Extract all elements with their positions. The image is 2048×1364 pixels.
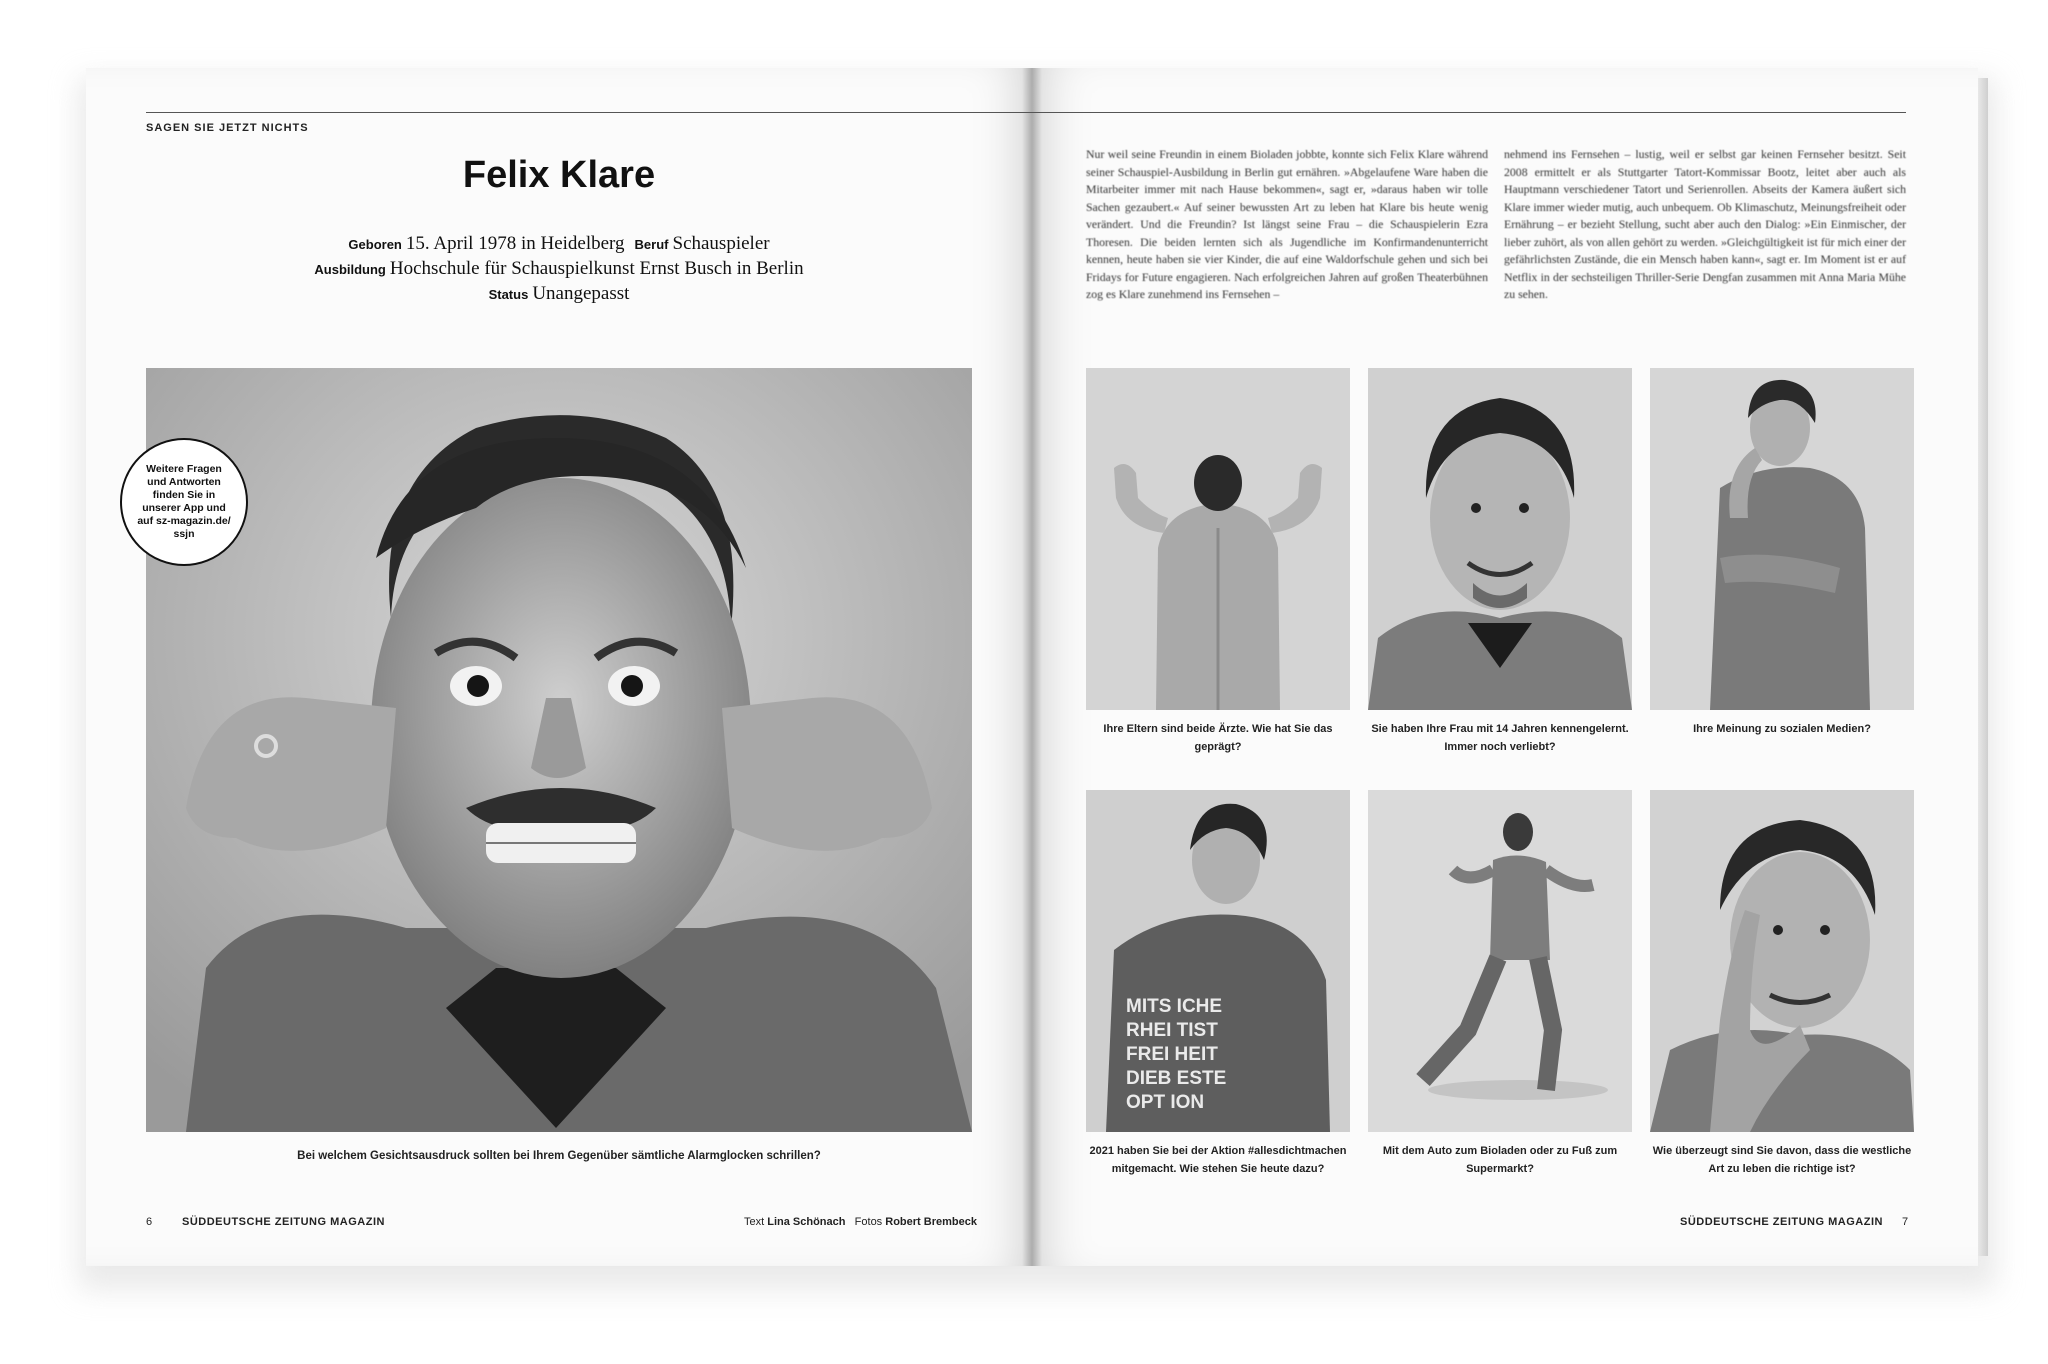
photo-back-flex [1086, 368, 1350, 710]
page-number-right: 7 [1902, 1216, 1909, 1228]
page-number-left: 6 [146, 1216, 153, 1228]
credits [744, 1216, 977, 1228]
jacket-line-5: OPT ION [1126, 1092, 1205, 1113]
fact-label-job: Beruf [634, 237, 669, 252]
page-title: Felix Klare [462, 154, 656, 196]
fact-label-born: Geboren [348, 237, 402, 252]
photo-smiling-portrait [1368, 368, 1632, 710]
hero-portrait-photo [146, 368, 972, 1132]
photo-jacket-back [1086, 790, 1350, 1132]
magazine-name-left: SÜDDEUTSCHE ZEITUNG MAGAZIN [182, 1216, 385, 1228]
grid-caption-5: Mit dem Auto zum Bioladen oder zu Fuß zum Supermarkt? [1382, 1145, 1618, 1175]
grid-caption-6: Wie überzeugt sind Sie davon, dass die westliche Art zu leben die richtige ist? [1652, 1145, 1912, 1175]
photo-dancing-pose [1368, 790, 1632, 1132]
photo-credit-label: Fotos [854, 1216, 883, 1228]
jacket-line-2: RHEI TIST [1126, 1020, 1218, 1041]
fact-value-education: Hochschule für Schauspielkunst Ernst Busch in Berlin [389, 258, 804, 279]
fact-value-status: Unangepasst [532, 283, 630, 304]
photo-credit-author: Robert Brembeck [885, 1216, 977, 1228]
header-rule [146, 112, 1906, 113]
gutter-fold [1022, 68, 1042, 1266]
fact-label-education: Ausbildung [314, 262, 386, 277]
text-credit-label: Text [744, 1216, 765, 1228]
page-edge [1978, 78, 1988, 1256]
grid-caption-4: 2021 haben Sie bei der Aktion #allesdichtmachen mitgemacht. Wie stehen Sie heute dazu? [1089, 1145, 1347, 1175]
badge-text: Weitere Fragen und Antworten finden Sie in unserer App und auf sz-magazin.de/ ssjn [137, 463, 231, 540]
fact-label-status: Status [488, 287, 529, 302]
magazine-name-right: SÜDDEUTSCHE ZEITUNG MAGAZIN [1680, 1216, 1883, 1228]
section-kicker: SAGEN SIE JETZT NICHTS [146, 122, 309, 134]
jacket-line-3: FREI HEIT [1126, 1044, 1218, 1065]
jacket-line-4: DIEB ESTE [1126, 1068, 1227, 1089]
hero-caption: Bei welchem Gesichtsausdruck sollten bei Ihrem Gegenüber sämtliche Alarmglocken schrillen? [297, 1150, 821, 1162]
grid-caption-2: Sie haben Ihre Frau mit 14 Jahren kennengelernt. Immer noch verliebt? [1371, 723, 1629, 753]
fact-box [146, 232, 972, 307]
body-text-column-1: Nur weil seine Freundin in einem Bioladen jobbte, konnte sich Felix Klare während seiner Schauspiel-Ausbildung in Berlin gut ernähren. »Abgelaufene Ware haben die Mitarbeiter immer mit nach Hause bekommen«, sagt er, »daraus haben wir tolle Sachen gezaubert.« Auf seiner bewussten Art zu leben hat Klare bis heute wenig verändert. Und die Freundin? Ist längst seine Frau – die Schauspielerin Ezra Thoresen. Die beiden lernten sich als Jugendliche im Konfirmandenunterricht kennen, heute haben sie vier Kinder, die auf eine Waldorfschule gehen und sich bei Fridays for Future engagieren. Nach erfolgreichen Jahren auf großen Theaterbühnen zog es Klare zunehmend ins Fernsehen – [1086, 147, 1488, 301]
jacket-line-1: MITS ICHE [1126, 996, 1223, 1017]
photo-chin-rest-pose [1650, 790, 1914, 1132]
fact-value-job: Schauspieler [672, 233, 770, 254]
text-credit-author: Lina Schönach [767, 1216, 846, 1228]
photo-thinking-pose [1650, 368, 1914, 710]
grid-caption-1: Ihre Eltern sind beide Ärzte. Wie hat Sie das geprägt? [1103, 723, 1333, 753]
fact-value-born: 15. April 1978 in Heidelberg [405, 233, 625, 254]
grid-caption-3: Ihre Meinung zu sozialen Medien? [1693, 723, 1871, 735]
app-promo-badge [120, 438, 248, 566]
body-text-column-2: nehmend ins Fernsehen – lustig, weil er selbst gar keinen Fernseher besitzt. Seit 2008 ermittelt er als Stuttgarter Tatort-Kommissar Bootz, leitet aber auch als Hauptmann verschiedener Tatort und Serienrollen. Abseits der Kamera äußert sich Klare immer wieder mutig, auch unbequem. Ob Klimaschutz, Meinungsfreiheit oder Ernährung – er bezieht Stellung, sucht aber auch den Dialog: »Ein Einmischer, der lieber zuhört, als von allen gehört zu werden. »Gleichgültigkeit ist für mich einer der gefährlichsten Zustände, die ein Mensch haben kann«, sagt er. Im Moment ist er auf Netflix in der sechsteiligen Thriller-Serie Dengfan zusammen mit Anna Maria Mühe zu sehen. [1504, 147, 1906, 301]
